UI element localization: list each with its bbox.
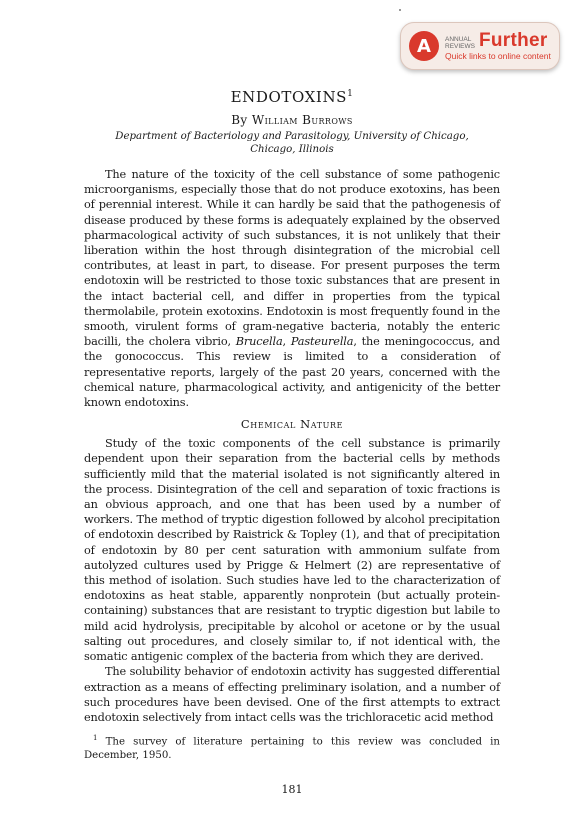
footnote-text: The survey of literature pertaining to this review was concluded in December, 1950. — [84, 736, 500, 761]
article-page — [84, 88, 500, 796]
reviews-label: REVIEWS — [445, 43, 475, 51]
annual-label: ANNUAL — [445, 36, 472, 44]
further-badge-text — [445, 31, 551, 61]
further-subtitle: Quick links to online content — [445, 51, 551, 62]
speck-mark — [399, 9, 401, 11]
paragraph-solubility: The solubility behavior of endotoxin activity has suggested differential extraction as a means of effecting preliminary isolation, and a number of such procedures have been devised. One of the first attempts to extract endotoxin selectively from intact cells was the trichloracetic acid method — [84, 665, 500, 724]
further-badge-row — [445, 31, 551, 50]
annual-reviews-logo-icon — [409, 31, 439, 61]
paragraph-chemical-nature: Study of the toxic components of the cell substance is primarily dependent upon their separation from the bacterial cells by methods sufficiently mild that the material isolated is not significantly altered in the process. Disintegration of the cell and separation of toxic fractions is an obvious approach, and one that has been used by a number of workers. The method of tryptic digestion followed by alcohol precipitation of endotoxin described by Raistrick & Topley (1), and that of precipitation of endotoxin by 80 per cent saturation with ammonium sulfate from autolyzed cultures used by Prigge & Helmert (2) are representative of this method of isolation. Such studies have led to the characterization of endotoxins as heat stable, apparently nonprotein (but actually protein-containing) substances that are resistant to tryptic digestion but labile to mild acid hydrolysis, precipitable by alcohol or acetone or by the usual salting out procedures, and closely similar to, if not identical with, the somatic antigenic complex of the bacteria from which they are derived. — [84, 437, 500, 664]
author-name: William Burrows — [251, 113, 353, 127]
logo-letter: A — [417, 35, 431, 57]
author-by: By — [231, 113, 248, 127]
genus-pasteurella: Pasteurella — [290, 335, 354, 349]
page-number: 181 — [281, 783, 303, 797]
affiliation-line-1: Department of Bacteriology and Parasitology, University of Chicago, — [115, 131, 469, 142]
annual-reviews-label — [445, 36, 475, 50]
author-line — [84, 113, 500, 127]
genus-brucella: Brucella — [235, 335, 283, 349]
footnote — [84, 732, 500, 762]
footnote-mark: 1 — [93, 734, 98, 743]
paragraph-intro-end: , the meningococcus, and the gonococcus. This review is limited to a consideration of representative reports, largely of the past 20 years, concerned with the chemical nature, pharmacological activity, and antigenicity of the better known endotoxins. — [84, 335, 500, 410]
paragraph-intro-separator: , — [282, 335, 286, 349]
further-label: Further — [478, 30, 548, 52]
section-heading: Chemical Nature — [240, 417, 344, 432]
paragraph-intro-text: The nature of the toxicity of the cell substance of some pathogenic microorganisms, especially those that do not produce exotoxins, has been of perennial interest. While it can hardly be said that the pathogenesis of disease produced by these forms is adequately explained by the observed pharmacological activity of such substances, it is not unlikely that their liberation within the host through disintegration of the microbial cell contributes, at least in part, to disease. For present purposes the term endotoxin will be restricted to those toxic substances that are present in the intact bacterial cell, and differ in properties from the typical thermolabile, protein exotoxins. Endotoxin is most frequently found in the smooth, virulent forms of gram-negative bacteria, notably the enteric bacilli, the cholera vibrio, — [84, 168, 500, 349]
title-text: ENDOTOXINS — [230, 88, 348, 106]
further-badge[interactable] — [400, 22, 560, 70]
paragraph-intro — [84, 167, 500, 410]
title-footnote-mark[interactable]: 1 — [347, 89, 354, 99]
affiliation-line-2: Chicago, Illinois — [250, 144, 334, 155]
affiliation — [84, 130, 500, 156]
article-title — [84, 88, 500, 108]
